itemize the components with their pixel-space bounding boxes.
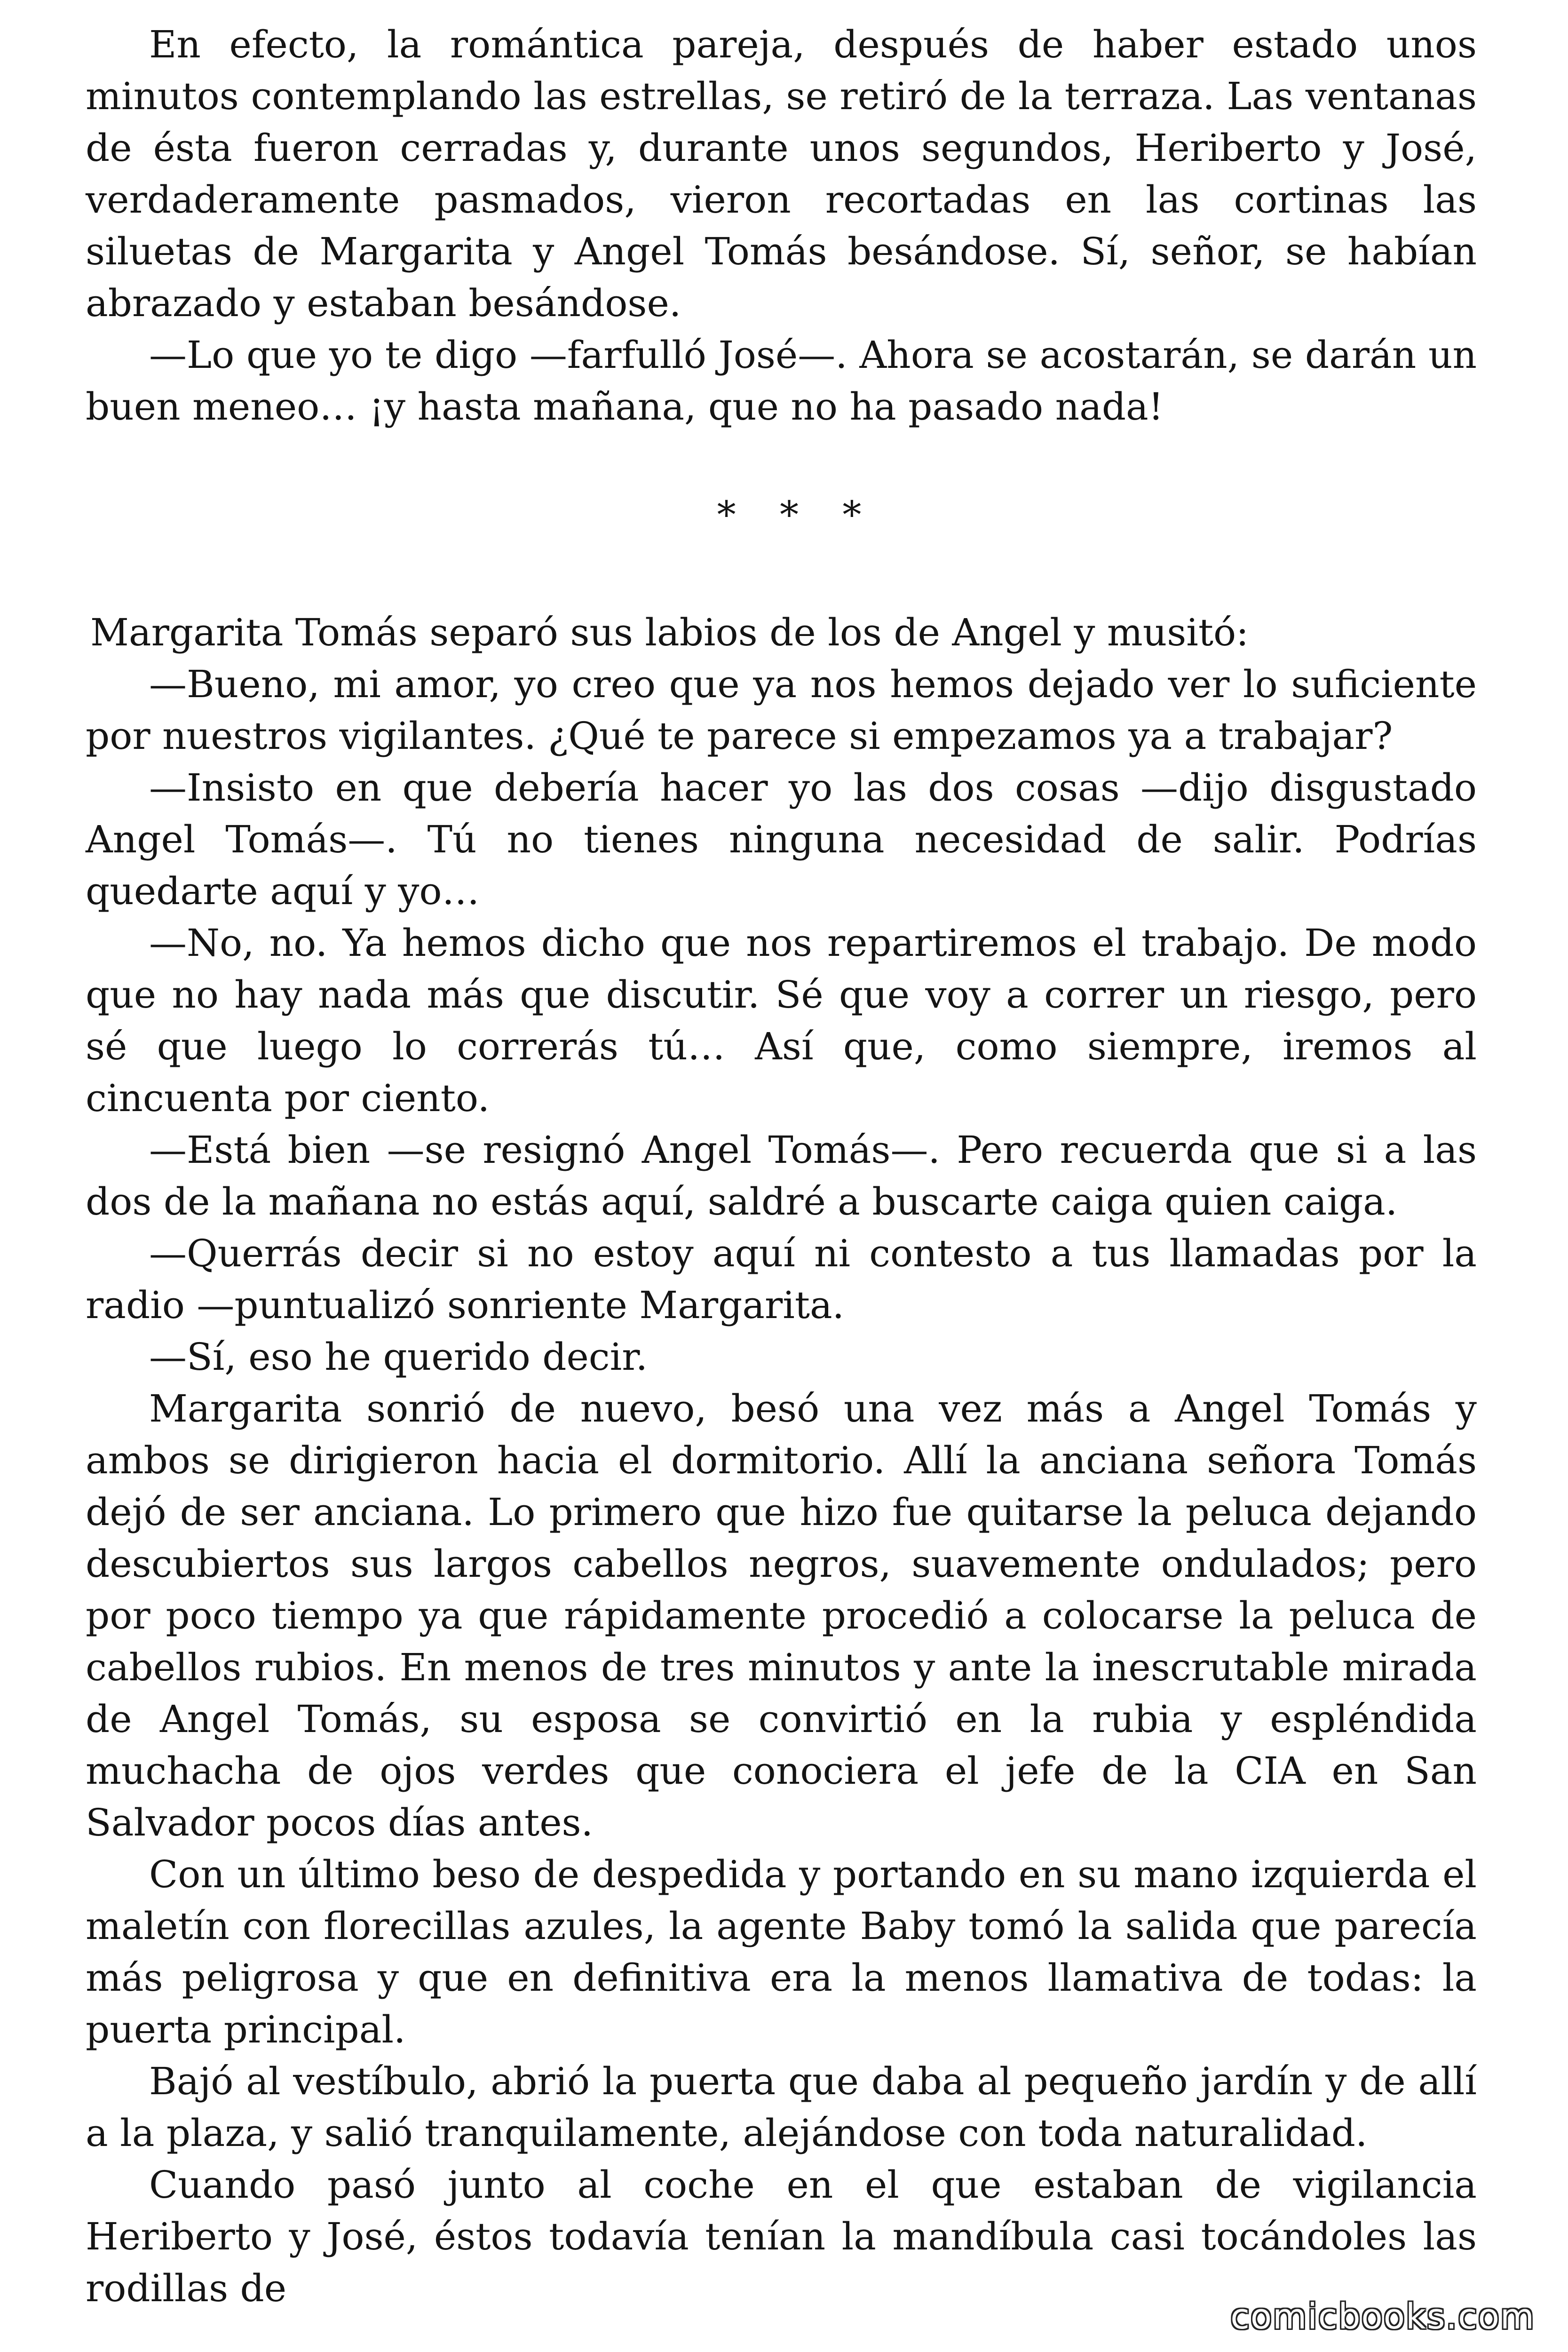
paragraph: —Sí, eso he querido decir. <box>149 1335 648 1379</box>
paragraph: Con un último beso de despedida y portando en su mano izquierda el maletín con florecillas azules, la agente Baby tomó la salida que parecía más peligrosa y que en definitiva era la menos llamativa de todas: la puerta principal. <box>86 1852 1477 2051</box>
section-separator: * * * <box>717 493 878 537</box>
paragraph: —Está bien —se resignó Angel Tomás—. Pero recuerda que si a las dos de la mañana no estás aquí, saldré a buscarte caiga quien caiga. <box>86 1128 1477 1224</box>
paragraph: Cuando pasó junto al coche en el que estaban de vigilancia Heriberto y José, éstos todavía tenían la mandíbula casi tocándoles las rodillas de <box>86 2163 1477 2310</box>
book-page-text <box>86 19 1477 2314</box>
paragraph: —Bueno, mi amor, yo creo que ya nos hemos dejado ver lo suficiente por nuestros vigilantes. ¿Qué te parece si empezamos ya a trabajar? <box>86 662 1477 758</box>
paragraph: Margarita sonrió de nuevo, besó una vez más a Angel Tomás y ambos se dirigieron hacia el dormitorio. Allí la anciana señora Tomás dejó de ser anciana. Lo primero que hizo fue quitarse la peluca dejando descubiertos sus largos cabellos negros, suavemente ondulados; pero por poco tiempo ya que rápidamente procedió a colocarse la peluca de cabellos rubios. En menos de tres minutos y ante la inescrutable mirada de Angel Tomás, su esposa se convirtió en la rubia y espléndida muchacha de ojos verdes que conociera el jefe de la CIA en San Salvador pocos días antes. <box>86 1387 1477 1844</box>
paragraph: —No, no. Ya hemos dicho que nos repartiremos el trabajo. De modo que no hay nada más que discutir. Sé que voy a correr un riesgo, pero sé que luego lo correrás tú… Así que, como siempre, iremos al cincuenta por ciento. <box>86 921 1477 1120</box>
paragraph: —Querrás decir si no estoy aquí ni contesto a tus llamadas por la radio —puntualizó sonriente Margarita. <box>86 1232 1477 1327</box>
paragraph: Margarita Tomás separó sus labios de los de Angel y musitó: <box>90 611 1249 654</box>
paragraph: —Insisto en que debería hacer yo las dos cosas —dijo disgustado Angel Tomás—. Tú no tienes ninguna necesidad de salir. Podrías quedarte aquí y yo… <box>86 766 1477 913</box>
paragraph: En efecto, la romántica pareja, después de haber estado unos minutos contemplando las estrellas, se retiró de la terraza. Las ventanas de ésta fueron cerradas y, durante unos segundos, Heriberto y José, verdaderamente pasmados, vieron recortadas en las cortinas las siluetas de Margarita y Angel Tomás besándose. Sí, señor, se habían abrazado y estaban besándose. <box>86 23 1477 325</box>
paragraph: Bajó al vestíbulo, abrió la puerta que daba al pequeño jardín y de allí a la plaza, y salió tranquilamente, alejándose con toda naturalidad. <box>86 2059 1477 2155</box>
watermark: comicbooks.com <box>1230 2296 1535 2337</box>
paragraph: —Lo que yo te digo —farfulló José—. Ahora se acostarán, se darán un buen meneo… ¡y hasta mañana, que no ha pasado nada! <box>86 333 1477 429</box>
